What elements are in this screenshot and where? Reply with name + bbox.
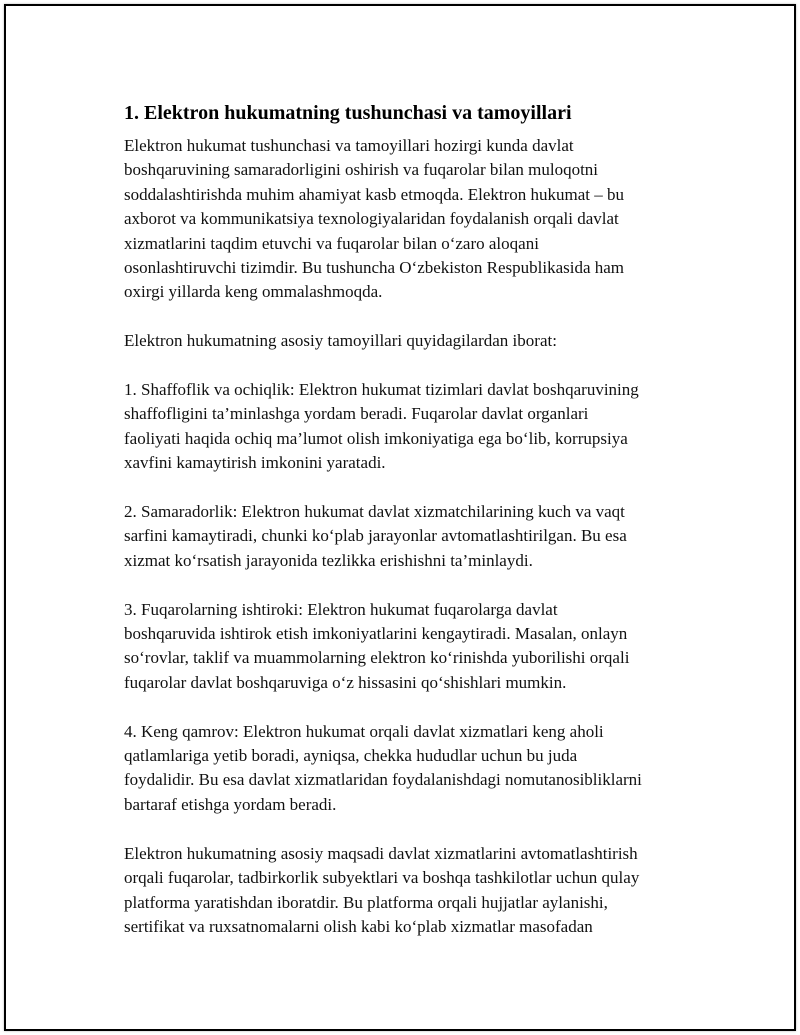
paragraph-main-goal: Elektron hukumatning asosiy maqsadi davlat xizmatlarini avtomatlashtirish orqali fuqarolar, tadbirkorlik subyektlari va boshqa tashkilotlar uchun qulay platforma yaratishdan iboratdir. Bu platforma orqali hujjatlar aylanishi, sertifikat va ruxsatnomalarni olish kabi ko‘plab xizmatlar masofadan: [124, 843, 640, 936]
paragraph-principle-transparency: 1. Shaffoflik va ochiqlik: Elektron hukumat tizimlari davlat boshqaruvining shaffofligini ta’minlashga yordam beradi. Fuqarolar davlat organlari faoliyati haqida ochiq ma’lumot olish imkoniyatiga ega bo‘lib, korrupsiya xavfini kamaytirish imkonini yaratadi.: [124, 380, 639, 473]
paragraph-intro: Elektron hukumat tushunchasi va tamoyillari hozirgi kunda davlat boshqaruvining samaradorligini oshirish va fuqarolar bilan muloqotni soddalashtirishda muhim ahamiyat kasb etmoqda. Elektron hukumat – bu axborot va kommunikatsiya texnologiyalaridan foydalanish orqali davlat xizmatlarini taqdim etuvchi va fuqarolar bilan o‘zaro aloqani osonlashtiruvchi tizimdir. Bu tushuncha O‘zbekiston Respublikasida ham oxirgi yillarda keng ommalashmoqda.: [124, 136, 625, 302]
document-body: [124, 100, 704, 964]
paragraph-principle-coverage: 4. Keng qamrov: Elektron hukumat orqali davlat xizmatlari keng aholi qatlamlariga yetib boradi, ayniqsa, chekka hududlar uchun bu juda foydalidir. Bu esa davlat xizmatlaridan foydalanishdagi nomutanosibliklarni bartaraf etishga yordam beradi.: [124, 721, 642, 814]
paragraph-principles-lead: Elektron hukumatning asosiy tamoyillari quyidagilardan iborat:: [124, 331, 557, 351]
document-page: [4, 4, 796, 1031]
section-heading: 1. Elektron hukumatning tushunchasi va tamoyillari: [124, 102, 572, 124]
paragraph-principle-participation: 3. Fuqarolarning ishtiroki: Elektron hukumat fuqarolarga davlat boshqaruvida ishtirok etish imkoniyatlarini kengaytiradi. Masalan, onlayn so‘rovlar, taklif va muammolarning elektron ko‘rinishda yuborilishi orqali fuqarolar davlat boshqaruviga o‘z hissasini qo‘shishlari mumkin.: [124, 599, 630, 692]
paragraph-principle-efficiency: 2. Samaradorlik: Elektron hukumat davlat xizmatchilarining kuch va vaqt sarfini kamaytiradi, chunki ko‘plab jarayonlar avtomatlashtirilgan. Bu esa xizmat ko‘rsatish jarayonida tezlikka erishishni ta’minlaydi.: [124, 502, 627, 570]
